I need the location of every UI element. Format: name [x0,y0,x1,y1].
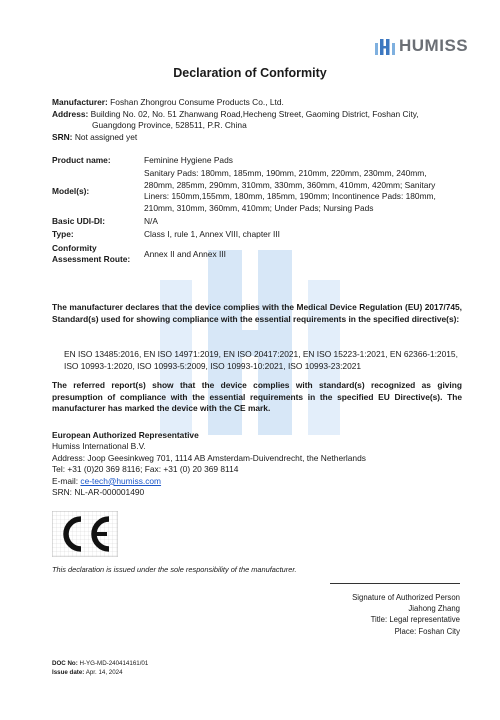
rep-address: Address: Joop Geesinkweg 701, 1114 AB Amsterdam-Duivendrecht, the Netherlands [52,452,366,463]
rep-email-label: E-mail: [52,475,79,486]
authorized-representative-block [52,430,472,498]
document-footer [52,659,148,677]
rep-name: Humiss International B.V. [52,441,146,452]
signature-caption: Signature of Authorized Person [352,593,460,602]
rep-email-link[interactable]: ce-tech@humiss.com [80,475,162,486]
doc-no-value: H-YG-MD-240414161/01 [79,660,149,667]
document-title: Declaration of Conformity [173,66,327,80]
udi-label: Basic UDI-DI: [52,216,106,227]
type-label: Type: [52,229,74,240]
signatory-name: Jiahong Zhang [408,604,460,614]
issue-date-label: Issue date: [52,669,85,676]
signature-line [330,583,460,584]
srn-label: SRN: [52,131,73,142]
signatory-title: Title: Legal representative [370,615,460,625]
srn-value: Not assigned yet [74,131,138,142]
rep-phone: Tel: +31 (0)20 369 8116; Fax: +31 (0) 20 369 8114 [52,464,239,475]
rep-heading: European Authorized Representative [52,430,199,440]
compliance-statement: The manufacturer declares that the device complies with the Medical Device Regulation (EU) 2017/745, Standard(s) used for showing compliance with the essential requirements in the specified directive(s): [52,302,462,324]
rep-srn: SRN: NL-AR-000001490 [52,487,145,498]
logo-text: HUMISS [399,36,469,55]
route-label-line-2: Assessment Route: [52,254,131,265]
signature-block [330,583,460,637]
table-row [50,215,450,228]
humiss-bars-logo-icon [375,38,395,55]
standards-list: EN ISO 13485:2016, EN ISO 14971:2019, EN ISO 20417:2021, EN ISO 15223-1:2021, EN 62366-1:2015, ISO 10993-1:2020, ISO 10993-5:2009, ISO 10993-10:2021, ISO 10993-23:2021 [64,349,458,371]
udi-value: N/A [144,216,158,227]
type-value: Class I, rule 1, Annex VIII, chapter III [144,229,280,240]
table-row [50,242,450,267]
models-label: Model(s): [52,185,90,196]
doc-no-label: DOC No: [52,660,78,667]
address-label: Address: [52,108,89,119]
table-row [50,154,450,167]
responsibility-note: This declaration is issued under the sole responsibility of the manufacturer. [52,565,297,574]
product-info-table [50,154,450,267]
manufacturer-label: Manufacturer: [52,97,108,107]
route-value: Annex II and Annex III [144,248,226,259]
manufacturer-value: Foshan Zhongrou Consume Products Co., Ltd. [110,97,284,107]
ce-mark-icon [52,511,118,557]
report-statement: The referred report(s) show that the device complies with standard(s) recognized as giving presumption of compliance with the essential requirements in the specified EU Directive(s). The manufacturer has marked the device with the CE mark. [52,380,462,414]
route-label [50,242,142,267]
address-line-1: Building No. 02, No. 51 Zhanwang Road,Hecheng Street, Gaoming District, Foshan City, [90,108,419,119]
models-value: Sanitary Pads: 180mm, 185mm, 190mm, 210mm, 220mm, 230mm, 240mm, 280mm, 285mm, 290mm, 310mm, 330mm, 360mm, 410mm, 420mm; Sanitary Liners: 150mm,155mm, 180mm, 185mm, 190mm; Incontinence Pads: 180mm, 210mm, 310mm, 360mm, 410mm; Under Pads; Nursing Pads [144,168,436,213]
route-label-line-1: Conformity [52,242,97,253]
product-name-label: Product name: [52,155,111,165]
issue-date-value: Apr. 14, 2024 [85,669,123,676]
signatory-place: Place: Foshan City [394,626,460,636]
manufacturer-block [52,97,482,143]
table-row [50,167,450,215]
address-line-2: Guangdong Province, 528511, P.R. China [92,120,247,130]
company-logo [375,36,468,56]
product-name-value: Feminine Hygiene Pads [144,155,233,165]
table-row [50,228,450,241]
